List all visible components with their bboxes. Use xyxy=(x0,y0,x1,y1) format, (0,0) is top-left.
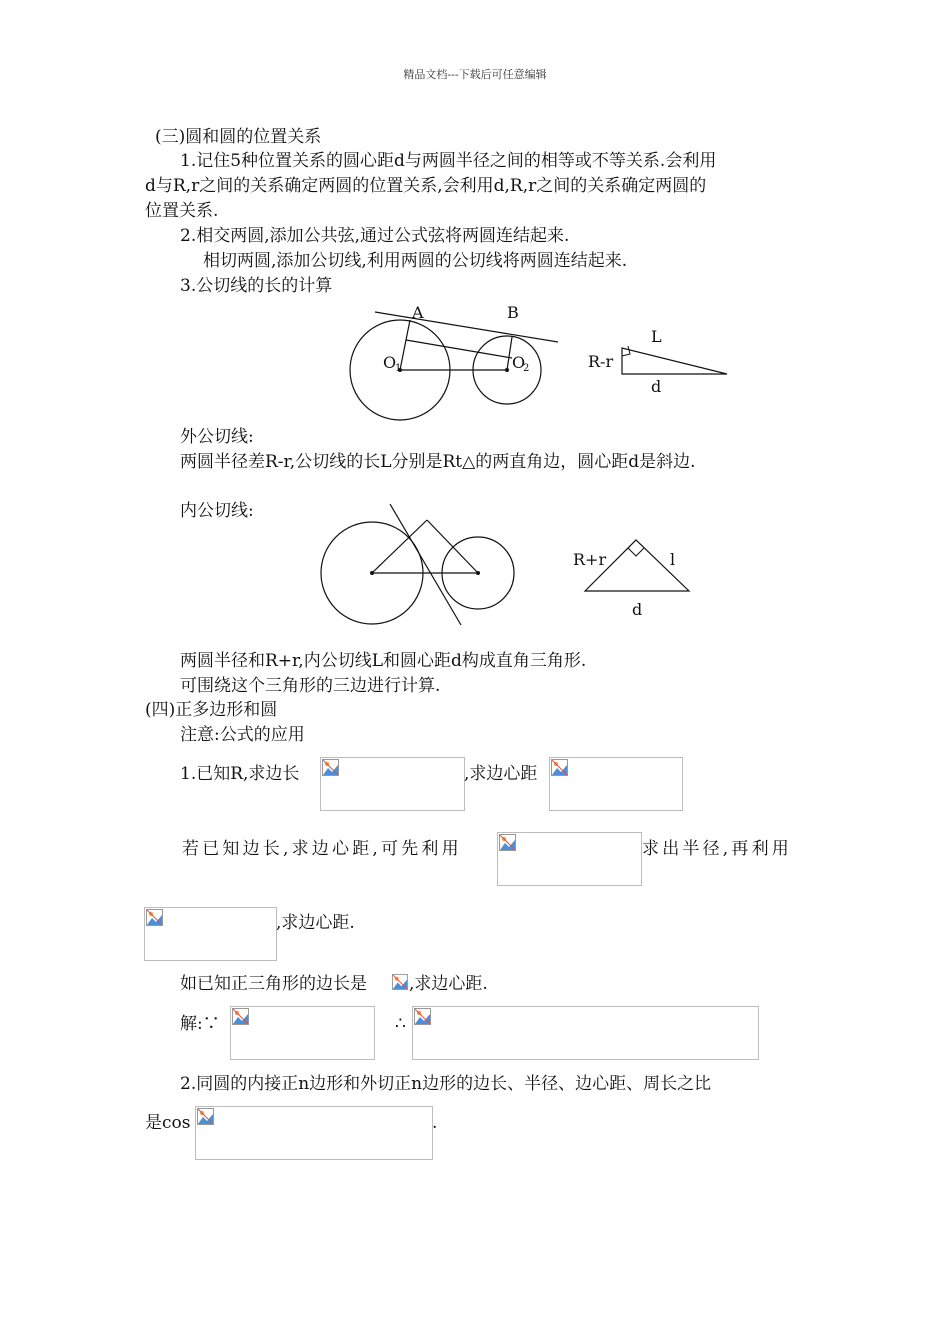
solution-label: 解:∵ xyxy=(180,1014,220,1034)
q4-text-b: ,求边心距. xyxy=(409,974,488,994)
formula-image-radius xyxy=(497,832,642,886)
q3-text: ,求边心距. xyxy=(276,913,355,933)
page-header: 精品文档---下载后可任意编辑 xyxy=(403,68,547,81)
label-o1: O xyxy=(383,353,397,372)
broken-image-icon xyxy=(197,1108,214,1125)
tri2-left-label: R+r xyxy=(573,550,607,569)
formula-image-solution-1 xyxy=(230,1006,375,1060)
label-a: A xyxy=(412,303,424,322)
right-triangle-1 xyxy=(585,325,735,400)
section3-title: (三)圆和圆的位置关系 xyxy=(155,127,322,147)
q2-text-a: 若已知边长,求边心距,可先利用 xyxy=(182,839,462,859)
tri1-base-label: d xyxy=(651,377,662,396)
s3-p1-line2: d与R,r之间的关系确定两圆的位置关系,会利用d,R,r之间的关系确定两圆的 xyxy=(145,176,707,196)
formula-image-side-length xyxy=(320,757,465,811)
right-triangle-2 xyxy=(570,535,700,620)
formula-image-solution-2 xyxy=(412,1006,759,1060)
external-tangent-desc: 两圆半径差R-r,公切线的长L分别是Rt△的两直角边，圆心距d是斜边. xyxy=(180,452,696,472)
section4-title: (四)正多边形和圆 xyxy=(145,700,278,720)
internal-tangent-figure xyxy=(310,500,530,640)
s3-p3: 3.公切线的长的计算 xyxy=(180,276,333,296)
radius-o1a xyxy=(400,320,410,370)
formula-image-inline-side xyxy=(392,974,408,990)
tri1-leg-label: R-r xyxy=(588,352,614,371)
note-formula-use: 注意:公式的应用 xyxy=(180,725,305,745)
formula-image-apothem xyxy=(549,757,683,811)
internal-tangent-desc2: 可围绕这个三角形的三边进行计算. xyxy=(180,676,441,696)
q6-text: 是cos xyxy=(145,1113,191,1133)
tri2-base-label: d xyxy=(632,600,643,619)
q1-text-b: ,求边心距 xyxy=(464,764,538,784)
s3-p1-line3: 位置关系. xyxy=(145,201,219,221)
broken-image-icon xyxy=(392,974,408,990)
external-tangent-figure xyxy=(340,298,580,428)
center-dot-o2 xyxy=(505,368,509,372)
s3-p2-line1: 2.相交两圆,添加公共弦,通过公式弦将两圆连结起来. xyxy=(180,226,570,246)
broken-image-icon xyxy=(414,1008,431,1025)
label-o2-sub: 2 xyxy=(523,363,530,374)
broken-image-icon xyxy=(232,1008,249,1025)
internal-tangent-title: 内公切线: xyxy=(180,501,254,521)
s3-p1-line1: 1.记住5种位置关系的圆心距d与两圆半径之间的相等或不等关系.会利用 xyxy=(180,151,717,171)
q2-text-b: 求出半径,再利用 xyxy=(642,839,793,859)
tri2-right-label: l xyxy=(670,550,676,569)
broken-image-icon xyxy=(499,834,516,851)
q6-end: . xyxy=(432,1113,438,1133)
q5-text: 2.同圆的内接正n边形和外切正n边形的边长、半径、边心距、周长之比 xyxy=(180,1074,712,1094)
parallel-segment xyxy=(406,340,512,358)
q4-text: 如已知正三角形的边长是 xyxy=(180,974,367,994)
broken-image-icon xyxy=(551,759,568,776)
therefore-symbol: ∴ xyxy=(395,1014,406,1034)
label-o1-sub: 1 xyxy=(395,363,402,374)
internal-tangent-desc1: 两圆半径和R+r,内公切线L和圆心距d构成直角三角形. xyxy=(180,651,587,671)
s3-p2-line2: 相切两圆,添加公切线,利用两圆的公切线将两圆连结起来. xyxy=(203,251,628,271)
formula-image-ratio xyxy=(195,1106,433,1160)
label-b: B xyxy=(507,303,519,322)
broken-image-icon xyxy=(322,759,339,776)
external-tangent-line xyxy=(375,312,558,342)
tri1-top-label: L xyxy=(651,327,662,346)
external-tangent-title: 外公切线: xyxy=(180,427,254,447)
formula-image-apothem-2 xyxy=(144,907,277,961)
label-o2: O xyxy=(512,353,526,372)
broken-image-icon xyxy=(146,909,163,926)
q1-text-a: 1.已知R,求边长 xyxy=(180,764,300,784)
